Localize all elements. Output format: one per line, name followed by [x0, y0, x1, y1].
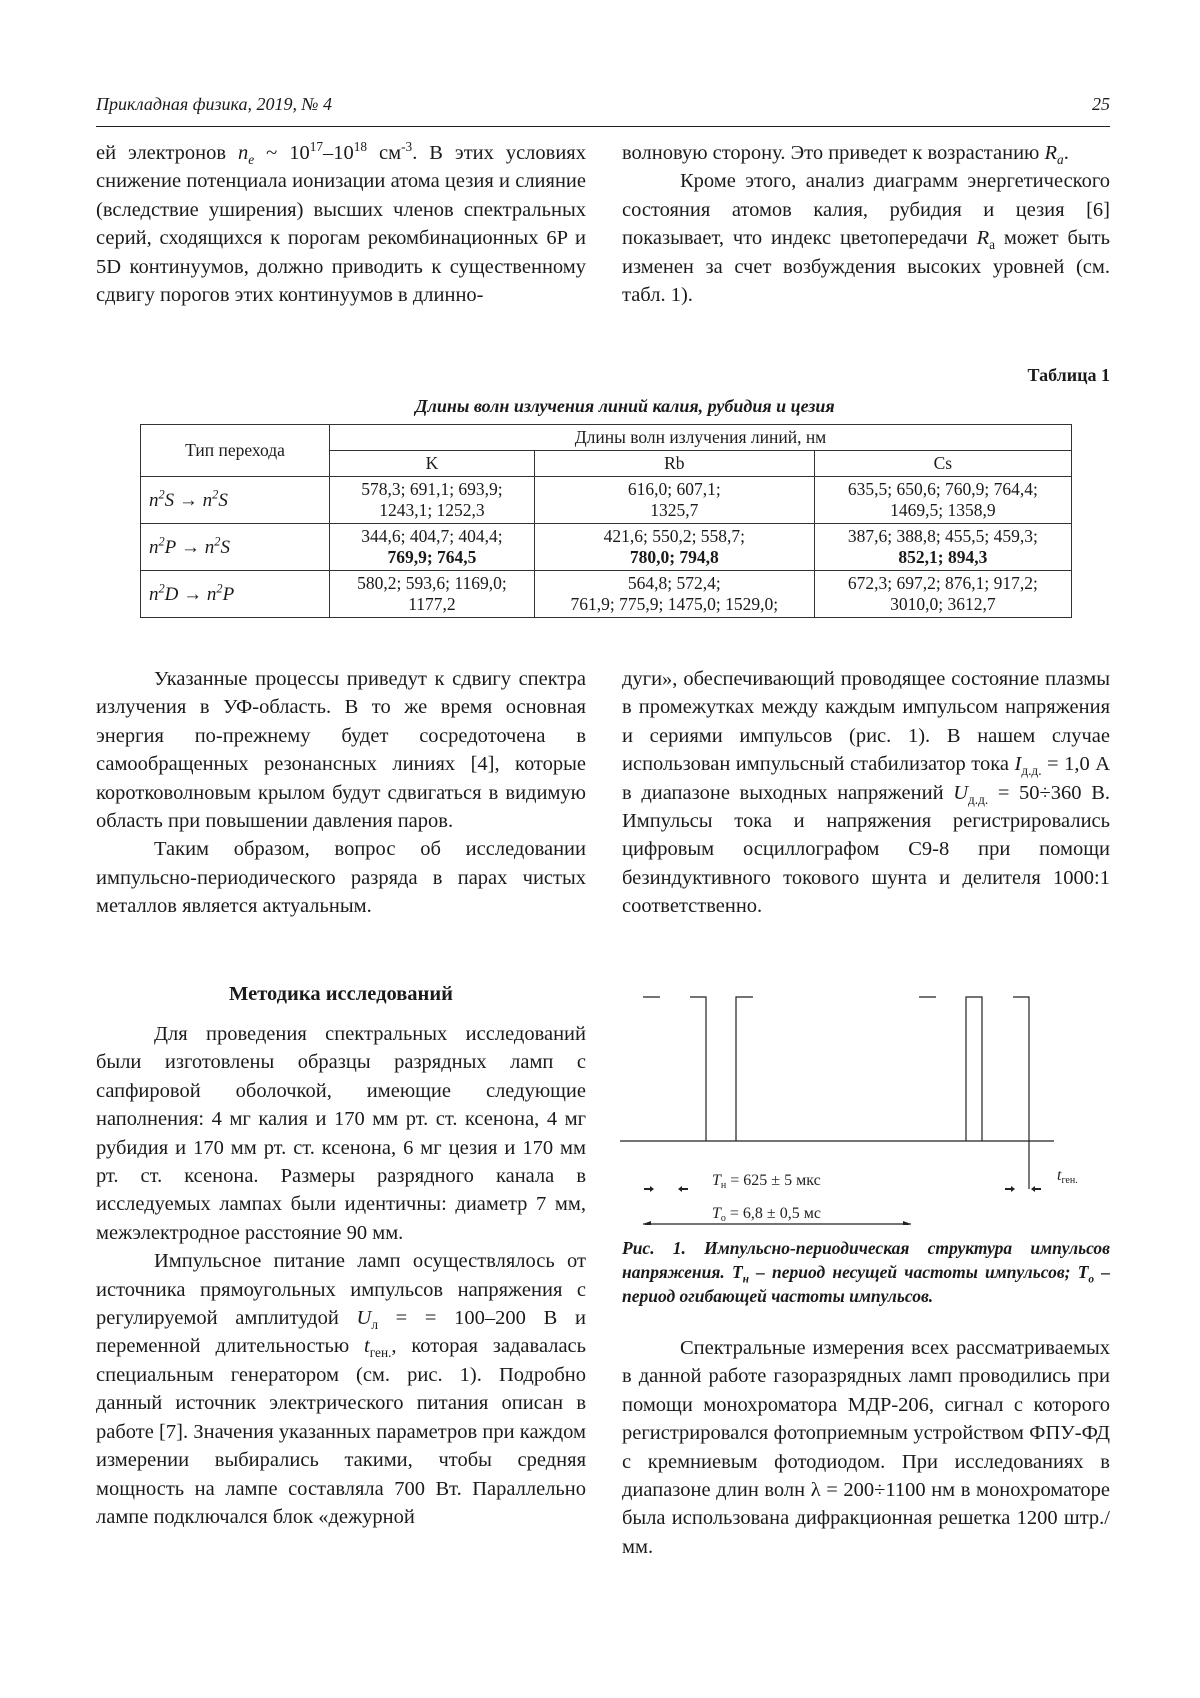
table-caption: Длины волн излучения линий калия, рубидия и цезия [415, 396, 835, 416]
arrow-head [643, 1221, 651, 1225]
pulse-edge [1013, 997, 1029, 1189]
paragraph: волновую сторону. Это приведет к возрастанию $R_a$. [622, 142, 1069, 168]
arrow-head [678, 1186, 682, 1192]
To-label: Tо = 6,8 ± 0,5 мс [712, 1205, 821, 1224]
table-row [141, 477, 1072, 524]
wavelength-table [140, 424, 1072, 618]
pulse-edge [736, 997, 753, 1141]
left-column-top [96, 139, 586, 309]
table-label: Таблица 1 [1027, 365, 1110, 385]
header-transition-type: Тип перехода [141, 425, 330, 477]
cell-Rb: 421,6; 550,2; 558,7; 780,0; 794,8 [534, 524, 814, 571]
paragraph: Таким образом, вопрос об исследовании импульсно-периодического разряда в парах чистых металлов является актуальным. [96, 838, 586, 918]
figure-caption: Рис. 1. Импульсно-периодическая структура импульсов напряжения. $T_н$ – период несущей частоты импульсов; $T_о$ – период огибающей частоты импульсов. [622, 1238, 1110, 1306]
pulse-edge [690, 997, 706, 1141]
paragraph: Кроме этого, анализ диаграмм энергетического состояния атомов калия, рубидия и цезия [6] показывает, что индекс цветопередачи $R_а$ может быть изменен за счет возбуждения высоких уровней (см. табл. 1). [622, 170, 1110, 307]
table-row [141, 571, 1072, 618]
cell-K: 580,2; 593,6; 1169,0; 1177,2 [330, 571, 535, 618]
paragraph: Импульсное питание ламп осуществлялось от источника прямоугольных импульсов напряжения с регулируемой амплитудой $U_л$ = = 100–200 В и переменной длительностью $t_{ген.}$, которая задавалась специальным генератором (см. рис. 1). Подробно данный источник электрического питания описан в работе [7]. Значения указанных параметров при каждом измерении выбирались такими, чтобы средняя мощность на лампе составляла 700 Вт. Параллельно лампе подключался блок «дежурной [96, 1250, 587, 1528]
cell-Cs: 387,6; 388,8; 455,5; 459,3; 852,1; 894,3 [814, 524, 1071, 571]
cell-Rb: 564,8; 572,4; 761,9; 775,9; 1475,0; 1529,0; [534, 571, 814, 618]
cell-K: 344,6; 404,7; 404,4; 769,9; 764,5 [330, 524, 535, 571]
paragraph: Для проведения спектральных исследований были изготовлены образцы разрядных ламп с сапфировой оболочкой, имеющие следующие наполнения: 4 мг калия и 170 мм рт. ст. ксенона, 4 мг рубидия и 170 мм рт. ст. ксенона, 6 мг цезия и 170 мм рт. ст. ксенона. Размеры разрядного канала в исследуемых лампах были идентичны: диаметр 7 мм, межэлектродное расстояние 90 мм. [96, 1023, 586, 1244]
running-head [96, 92, 1110, 120]
header-Cs: Cs [814, 451, 1071, 477]
arrow-head [650, 1186, 654, 1192]
header-wavelengths: Длины волн излучения линий, нм [330, 425, 1072, 451]
right-column-middle [622, 665, 1110, 921]
paragraph: Указанные процессы приведут к сдвигу спектра излучения в УФ-область. В то же время основная энергия по-прежнему будет сосредоточена в самообращенных резонансных линиях [4], которые коротковолновым крылом будут сдвигаться в видимую область при повышении давления паров. [96, 668, 586, 833]
cell-Rb: 616,0; 607,1; 1325,7 [534, 477, 814, 524]
section-heading: Методика исследований [229, 983, 453, 1005]
cell-Cs: 635,5; 650,6; 760,9; 764,4; 1469,5; 1358,9 [814, 477, 1071, 524]
pulse-structure-figure [620, 975, 1110, 1225]
cell-Cs: 672,3; 697,2; 876,1; 917,2; 3010,0; 3612,7 [814, 571, 1071, 618]
paragraph: дуги», обеспечивающий проводящее состояние плазмы в промежутках между каждым импульсом напряжения и сериями импульсов (рис. 1). В нашем случае использован импульсный стабилизатор тока $I_{д.д.} = 1,0$ А в диапазоне выходных напряжений $U_{д.д.} = 50\div 360$ В. Импульсы тока и напряжения регистрировались цифровым осциллографом С9-8 при помощи безиндуктивного токового шунта и делителя 1000:1 соответственно. [622, 668, 1111, 918]
left-column-middle [96, 665, 586, 921]
right-column-bottom [622, 1334, 1110, 1561]
table-header-row [141, 425, 1072, 451]
journal-title: Прикладная физика, 2019, № 4 [96, 94, 332, 114]
cell-K: 578,3; 691,1; 693,9; 1243,1; 1252,3 [330, 477, 535, 524]
table-row [141, 524, 1072, 571]
paragraph: ей электронов $n_e$ ~ $10^{17}-10^{18}$ $см^{-3}$. В этих условиях снижение потенциала ионизации атома цезия и слияние (вследствие уширения) высших членов спектральных серий, сходящихся к порогам рекомбинационных 6P и 5D континуумов, должно приводить к существенному сдвигу порогов этих континуумов в длинно- [96, 139, 586, 307]
header-K: K [330, 451, 535, 477]
paragraph: Спектральные измерения всех рассматриваемых в данной работе газоразрядных ламп проводились при помощи монохроматора МДР-206, сигнал с которого регистрировался фотоприемным устройством ФПУ-ФД с кремниевым фотодиодом. При исследованиях в диапазоне длин волн λ = 200÷1100 нм в монохроматоре была использована дифракционная решетка 1200 штр./мм. [622, 1337, 1110, 1558]
tgen-label: tген. [1057, 1167, 1078, 1186]
left-column-bottom [96, 1020, 586, 1531]
arrow-head [1011, 1186, 1015, 1192]
arrow-head [903, 1221, 911, 1225]
transition-cell: $n^2S \to n^2S$ [141, 477, 330, 524]
right-column-top [622, 139, 1110, 309]
arrow-head [1031, 1186, 1035, 1192]
page-number: 25 [1092, 94, 1110, 114]
header-Rb: Rb [534, 451, 814, 477]
transition-cell: $n^2D \to n^2P$ [141, 571, 330, 618]
pulse-edge [966, 997, 982, 1141]
Tn-label: Tн = 625 ± 5 мкс [712, 1172, 821, 1191]
header-rule [96, 126, 1110, 127]
transition-cell: $n^2P \to n^2S$ [141, 524, 330, 571]
